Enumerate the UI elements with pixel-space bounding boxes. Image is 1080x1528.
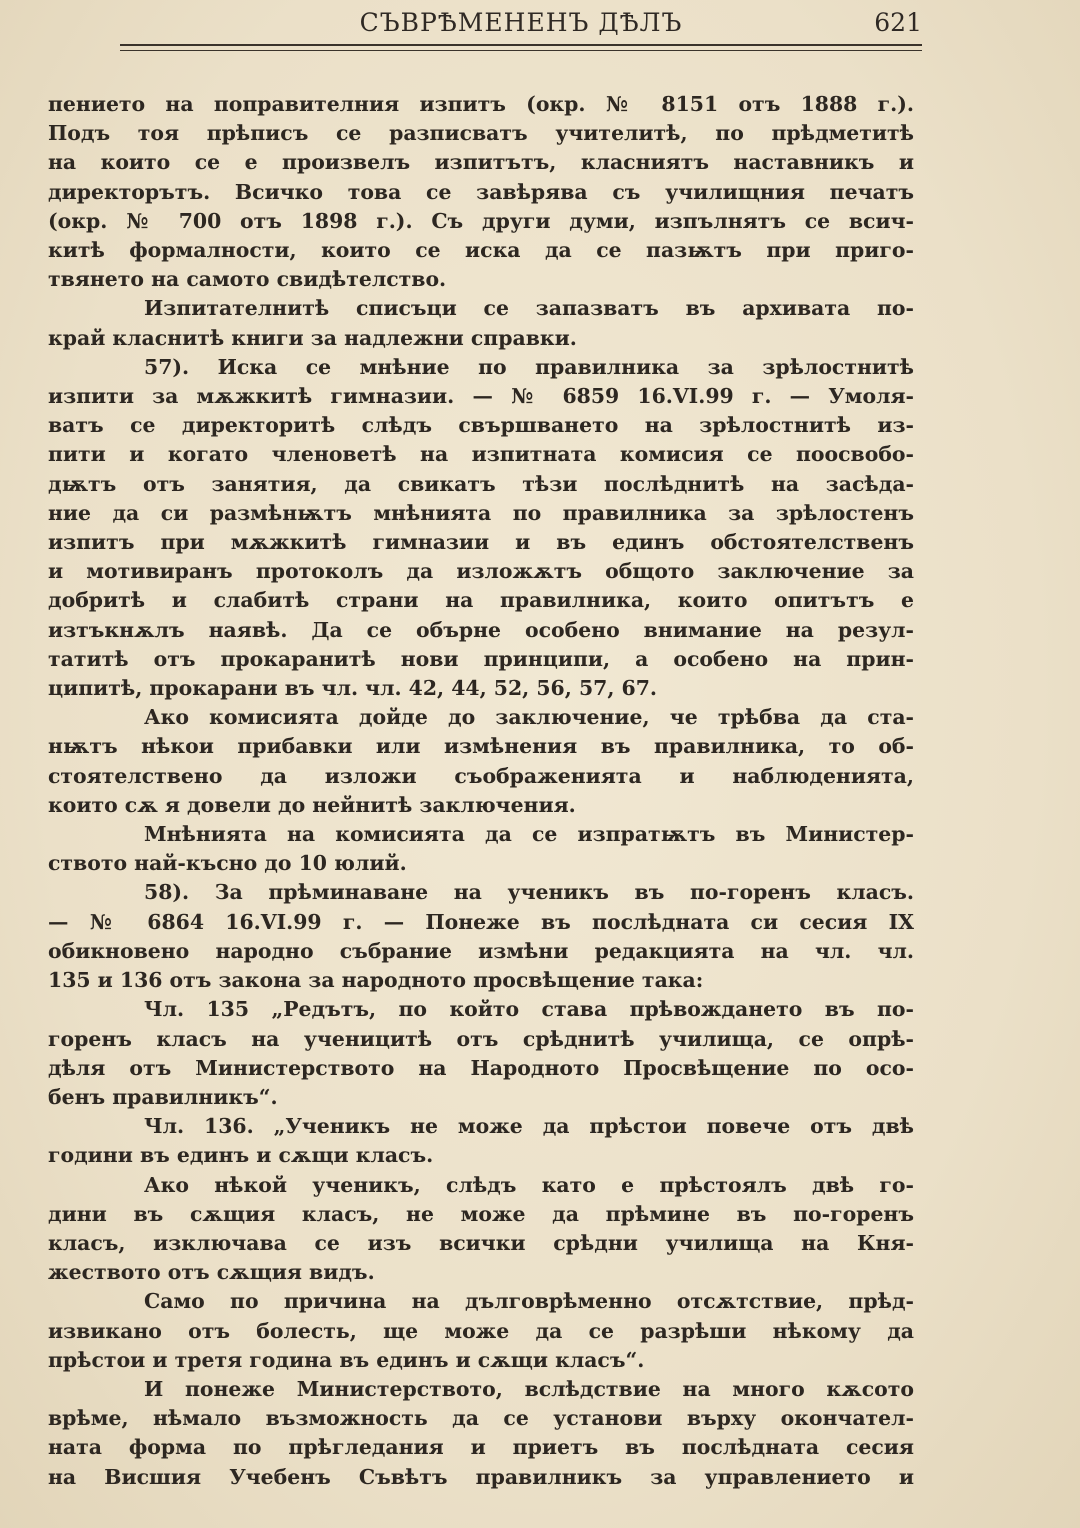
text-line: дѭтъ отъ занятия, да свикатъ тѣзи послѣднитѣ на засѣда- (48, 471, 914, 496)
text-line: врѣме, нѣмало възможность да се установи върху окончател- (48, 1406, 914, 1431)
header-rule (120, 44, 922, 46)
text-line: И понеже Министерството, вслѣдствие на много кѫсото (144, 1376, 914, 1401)
body-text (48, 90, 914, 1492)
section-heading-57: 57). Иска се мнѣние по правилника за зрѣлостнитѣ (144, 354, 914, 379)
page-header (120, 4, 922, 40)
text-line: жеството отъ сѫщия видъ. (48, 1260, 375, 1285)
text-line: обикновено народно събрание измѣни редакцията на чл. чл. (48, 938, 914, 963)
text-line: 135 и 136 отъ закона за народното просвѣщение така: (48, 968, 704, 993)
text-line: класъ, изключава се изъ всички срѣдни училища на Кня- (48, 1230, 914, 1255)
header-rule-thin (120, 50, 922, 51)
text-line: Чл. 135 „Редътъ, по който става прѣвождането въ по- (144, 997, 914, 1022)
text-line: Чл. 136. „Ученикъ не може да прѣстои повече отъ двѣ (144, 1114, 914, 1139)
text-line: Само по причина на дълговрѣменно отсѫтствие, прѣд- (144, 1289, 914, 1314)
text-line: Изпитателнитѣ списъци се запазватъ въ архивата по- (144, 296, 914, 321)
text-line: на Висшия Учебенъ Съвѣтъ правилникъ за управлението и (48, 1464, 914, 1489)
text-line: бенъ правилникъ“. (48, 1084, 278, 1109)
text-line: ципитѣ, прокарани въ чл. чл. 42, 44, 52, 56, 57, 67. (48, 676, 657, 701)
text-line: на които се е произвелъ изпитътъ, класниятъ наставникъ и (48, 150, 914, 175)
section-heading-58: 58). За прѣминаване на ученикъ въ по-горенъ класъ. (144, 880, 914, 905)
text-line: дини въ сѫщия класъ, не може да прѣмине въ по-горенъ (48, 1201, 914, 1226)
text-line: изтъкнѫлъ наявѣ. Да се обърне особено внимание на резул- (48, 617, 914, 642)
text-line: китѣ формалности, които се иска да се пазѭтъ при приго- (48, 238, 914, 263)
text-line: твянето на самото свидѣтелство. (48, 267, 447, 292)
text-line: ние да си размѣнѭтъ мнѣнията по правилника за зрѣлостенъ (48, 500, 914, 525)
running-title: СЪВРѢМЕНЕНЪ ДѢЛЪ (359, 7, 683, 37)
text-line: татитѣ отъ прокаранитѣ нови принципи, а особено на прин- (48, 646, 914, 671)
text-line: стоятелствено да изложи съображенията и наблюденията, (48, 763, 914, 788)
text-line: край класнитѣ книги за надлежни справки. (48, 325, 577, 350)
text-line: изпити за мѫжкитѣ гимназии. — № 6859 16.VI.99 г. — Умоля- (48, 384, 914, 409)
text-line: (окр. № 700 отъ 1898 г.). Съ други думи, изпълнятъ се всич- (48, 208, 914, 233)
text-line: ната форма по прѣгледания и приетъ въ послѣдната сесия (48, 1435, 914, 1460)
text-line: нѭтъ нѣкои прибавки или измѣнения въ правилника, то об- (48, 734, 914, 759)
text-line: години въ единъ и сѫщи класъ. (48, 1143, 434, 1168)
text-line: които сѫ я довели до нейнитѣ заключения. (48, 792, 576, 817)
page-number: 621 (874, 7, 922, 37)
text-line: прѣстои и третя година въ единъ и сѫщи класъ“. (48, 1347, 645, 1372)
text-line: Мнѣнията на комисията да се изпратѭтъ въ Министер- (144, 822, 914, 847)
text-line: Подъ тоя прѣписъ се разписватъ учителитѣ, по прѣдметитѣ (48, 121, 914, 146)
text-line: пението на поправителния изпитъ (окр. № 8151 отъ 1888 г.). (48, 92, 914, 116)
text-line: пити и когато членоветѣ на изпитната комисия се поосвобо- (48, 442, 914, 467)
text-line: — № 6864 16.VI.99 г. — Понеже въ послѣдната си сесия IX (48, 909, 914, 934)
text-line: извикано отъ болесть, ще може да се разрѣши нѣкому да (48, 1318, 914, 1343)
text-line: ватъ се директоритѣ слѣдъ свършването на зрѣлостнитѣ из- (48, 413, 914, 438)
text-line: директорътъ. Всичко това се завѣрява съ училищния печатъ (48, 179, 914, 204)
text-line: добритѣ и слабитѣ страни на правилника, които опитътъ е (48, 588, 914, 613)
text-line: Ако комисията дойде до заключение, че трѣбва да ста- (144, 705, 914, 730)
text-line: дѣля отъ Министерството на Народното Просвѣщение по осо- (48, 1055, 914, 1080)
text-line: изпитъ при мѫжкитѣ гимназии и въ единъ обстоятелственъ (48, 530, 914, 555)
text-line: и мотивиранъ протоколъ да изложѫтъ общото заключение за (48, 559, 914, 584)
text-line: ството най-късно до 10 юлий. (48, 851, 407, 876)
text-line: Ако нѣкой ученикъ, слѣдъ като е прѣстоялъ двѣ го- (144, 1172, 914, 1197)
text-line: горенъ класъ на ученицитѣ отъ срѣднитѣ училища, се опрѣ- (48, 1026, 914, 1051)
